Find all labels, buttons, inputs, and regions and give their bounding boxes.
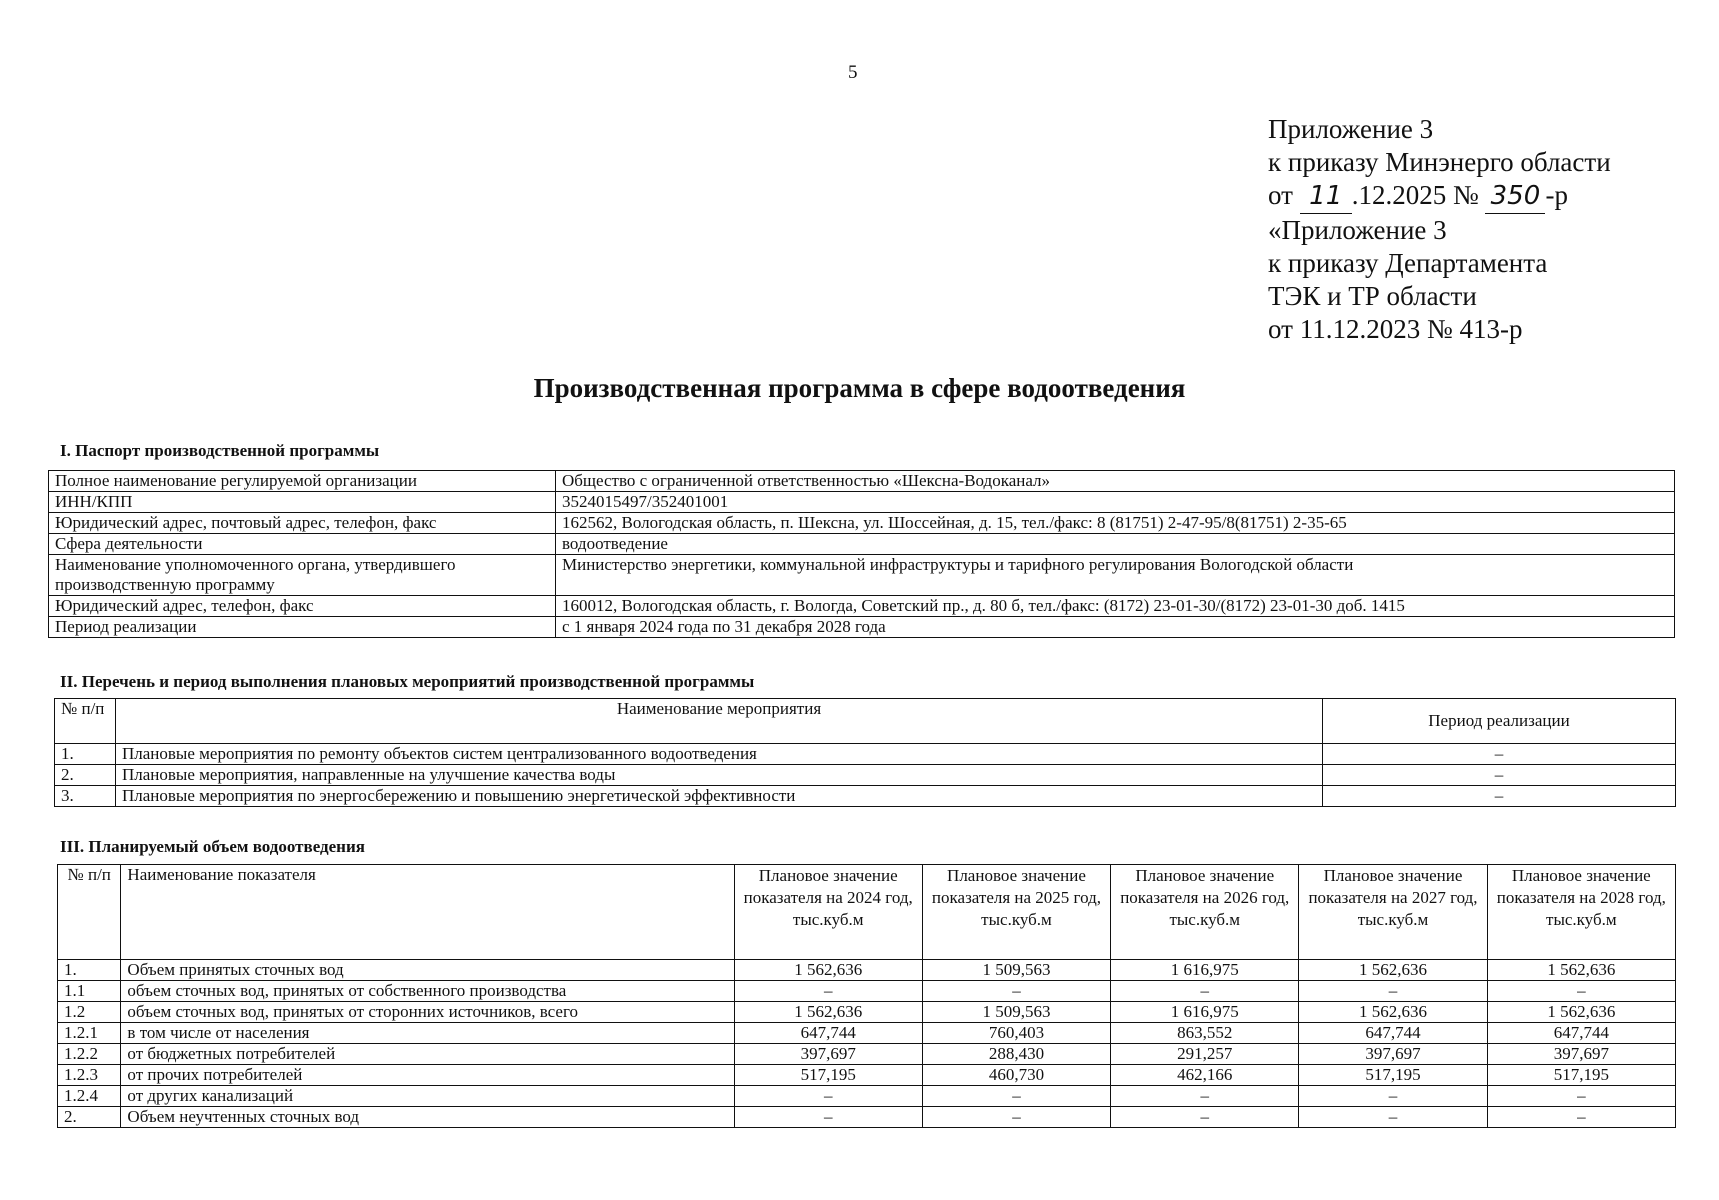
section-3-title: III. Планируемый объем водоотведения: [60, 837, 365, 856]
value-2028: –: [1487, 1107, 1675, 1128]
value-2025: 760,403: [922, 1023, 1110, 1044]
table-row: [58, 960, 1676, 981]
passport-value: с 1 января 2024 года по 31 декабря 2028 года: [556, 617, 1675, 638]
value-2025: 288,430: [922, 1044, 1110, 1065]
value-2025: 460,730: [922, 1065, 1110, 1086]
approval-line-7: от 11.12.2023 № 413-р: [1268, 314, 1523, 344]
indicator-num: 1.2.3: [58, 1065, 121, 1086]
table-row: [58, 1023, 1676, 1044]
table-row: [55, 765, 1676, 786]
event-name: Плановые мероприятия по ремонту объектов систем централизованного водоотведения: [116, 744, 1323, 765]
passport-value: 160012, Вологодская область, г. Вологда, Советский пр., д. 80 б, тел./факс: (8172) 23-01-30/(8172) 23-01-30 доб. 1415: [556, 596, 1675, 617]
approval-date-prefix: от: [1268, 180, 1293, 210]
value-2027: 397,697: [1299, 1044, 1487, 1065]
header-num: № п/п: [58, 865, 121, 960]
value-2027: 1 562,636: [1299, 1002, 1487, 1023]
section-2-title: II. Перечень и период выполнения плановых мероприятий производственной программы: [60, 672, 755, 691]
event-name: Плановые мероприятия, направленные на улучшение качества воды: [116, 765, 1323, 786]
approval-line-2: к приказу Минэнерго области: [1268, 147, 1611, 177]
value-2025: –: [922, 1107, 1110, 1128]
passport-label: Юридический адрес, почтовый адрес, телефон, факс: [49, 513, 556, 534]
value-2027: 647,744: [1299, 1023, 1487, 1044]
value-2024: 517,195: [734, 1065, 922, 1086]
passport-label: Период реализации: [49, 617, 556, 638]
passport-value: водоотведение: [556, 534, 1675, 555]
header-year-2027: Плановое значение показателя на 2027 год, тыс.куб.м: [1299, 865, 1487, 960]
value-2024: 647,744: [734, 1023, 922, 1044]
event-period: –: [1323, 744, 1676, 765]
value-2026: 863,552: [1111, 1023, 1299, 1044]
events-table: [54, 698, 1676, 807]
event-period: –: [1323, 786, 1676, 807]
passport-table: [48, 470, 1675, 638]
value-2028: 1 562,636: [1487, 960, 1675, 981]
table-row: [49, 471, 1675, 492]
approval-block: [1268, 113, 1611, 346]
indicator-num: 2.: [58, 1107, 121, 1128]
indicator-name: Объем неучтенных сточных вод: [121, 1107, 734, 1128]
approval-line-6: ТЭК и ТР области: [1268, 281, 1477, 311]
table-row: [49, 492, 1675, 513]
passport-label: ИНН/КПП: [49, 492, 556, 513]
table-row: [58, 1086, 1676, 1107]
header-year-2025: Плановое значение показателя на 2025 год, тыс.куб.м: [922, 865, 1110, 960]
value-2024: –: [734, 1107, 922, 1128]
header-indicator-name: Наименование показателя: [121, 865, 734, 960]
value-2028: 647,744: [1487, 1023, 1675, 1044]
approval-line-3: [1268, 179, 1611, 214]
indicator-name: объем сточных вод, принятых от сторонних источников, всего: [121, 1002, 734, 1023]
indicator-num: 1.2.2: [58, 1044, 121, 1065]
passport-label: Юридический адрес, телефон, факс: [49, 596, 556, 617]
value-2024: –: [734, 981, 922, 1002]
event-num: 2.: [55, 765, 116, 786]
passport-value: 162562, Вологодская область, п. Шексна, ул. Шоссейная, д. 15, тел./факс: 8 (81751) 2-47-95/8(81751) 2-35-65: [556, 513, 1675, 534]
value-2024: 1 562,636: [734, 1002, 922, 1023]
indicator-num: 1.2.4: [58, 1086, 121, 1107]
indicator-name: объем сточных вод, принятых от собственного производства: [121, 981, 734, 1002]
value-2028: –: [1487, 1086, 1675, 1107]
header-event-name: Наименование мероприятия: [116, 699, 1323, 744]
page-number: 5: [848, 62, 858, 83]
table-header-row: [58, 865, 1676, 960]
value-2024: 397,697: [734, 1044, 922, 1065]
header-year-2026: Плановое значение показателя на 2026 год, тыс.куб.м: [1111, 865, 1299, 960]
value-2026: –: [1111, 981, 1299, 1002]
section-1-title: I. Паспорт производственной программы: [60, 441, 380, 460]
indicator-name: от прочих потребителей: [121, 1065, 734, 1086]
table-row: [49, 617, 1675, 638]
table-row: [55, 786, 1676, 807]
value-2026: –: [1111, 1107, 1299, 1128]
table-row: [49, 513, 1675, 534]
value-2026: 1 616,975: [1111, 1002, 1299, 1023]
passport-label: Наименование уполномоченного органа, утвердившего производственную программу: [49, 555, 556, 596]
value-2027: 1 562,636: [1299, 960, 1487, 981]
table-header-row: [55, 699, 1676, 744]
volume-table: [57, 864, 1676, 1128]
event-period: –: [1323, 765, 1676, 786]
value-2024: 1 562,636: [734, 960, 922, 981]
header-year-2024: Плановое значение показателя на 2024 год, тыс.куб.м: [734, 865, 922, 960]
table-row: [58, 1002, 1676, 1023]
table-row: [58, 1044, 1676, 1065]
value-2028: 517,195: [1487, 1065, 1675, 1086]
indicator-num: 1.1: [58, 981, 121, 1002]
value-2025: 1 509,563: [922, 960, 1110, 981]
passport-value: Общество с ограниченной ответственностью «Шексна-Водоканал»: [556, 471, 1675, 492]
value-2026: 462,166: [1111, 1065, 1299, 1086]
passport-value: 3524015497/352401001: [556, 492, 1675, 513]
value-2025: –: [922, 1086, 1110, 1107]
approval-line-4: «Приложение 3: [1268, 215, 1447, 245]
indicator-num: 1.2.1: [58, 1023, 121, 1044]
table-row: [49, 534, 1675, 555]
table-row: [55, 744, 1676, 765]
indicator-num: 1.2: [58, 1002, 121, 1023]
handwritten-day: 11: [1300, 180, 1352, 214]
passport-value: Министерство энергетики, коммунальной инфраструктуры и тарифного регулирования Вологодской области: [556, 555, 1675, 596]
approval-line-5: к приказу Департамента: [1268, 248, 1548, 278]
value-2028: 397,697: [1487, 1044, 1675, 1065]
value-2028: 1 562,636: [1487, 1002, 1675, 1023]
passport-label: Сфера деятельности: [49, 534, 556, 555]
approval-date-mid: .12.2025 №: [1351, 180, 1479, 210]
indicator-name: Объем принятых сточных вод: [121, 960, 734, 981]
value-2026: –: [1111, 1086, 1299, 1107]
table-row: [58, 981, 1676, 1002]
table-row: [58, 1107, 1676, 1128]
table-row: [49, 555, 1675, 596]
header-year-2028: Плановое значение показателя на 2028 год, тыс.куб.м: [1487, 865, 1675, 960]
table-row: [49, 596, 1675, 617]
document-title: Производственная программа в сфере водоотведения: [533, 373, 1186, 403]
approval-line-1: Приложение 3: [1268, 114, 1434, 144]
passport-label: Полное наименование регулируемой организации: [49, 471, 556, 492]
value-2027: 517,195: [1299, 1065, 1487, 1086]
value-2028: –: [1487, 981, 1675, 1002]
event-num: 3.: [55, 786, 116, 807]
event-num: 1.: [55, 744, 116, 765]
approval-date-suffix: -р: [1545, 180, 1568, 210]
value-2025: –: [922, 981, 1110, 1002]
value-2025: 1 509,563: [922, 1002, 1110, 1023]
event-name: Плановые мероприятия по энергосбережению и повышению энергетической эффективности: [116, 786, 1323, 807]
indicator-num: 1.: [58, 960, 121, 981]
indicator-name: от других канализаций: [121, 1086, 734, 1107]
value-2027: –: [1299, 1107, 1487, 1128]
indicator-name: в том числе от населения: [121, 1023, 734, 1044]
value-2027: –: [1299, 1086, 1487, 1107]
indicator-name: от бюджетных потребителей: [121, 1044, 734, 1065]
value-2027: –: [1299, 981, 1487, 1002]
value-2026: 1 616,975: [1111, 960, 1299, 981]
value-2026: 291,257: [1111, 1044, 1299, 1065]
table-row: [58, 1065, 1676, 1086]
header-period: Период реализации: [1323, 699, 1676, 744]
value-2024: –: [734, 1086, 922, 1107]
header-num: № п/п: [55, 699, 116, 744]
handwritten-order-number: 350: [1485, 180, 1545, 214]
